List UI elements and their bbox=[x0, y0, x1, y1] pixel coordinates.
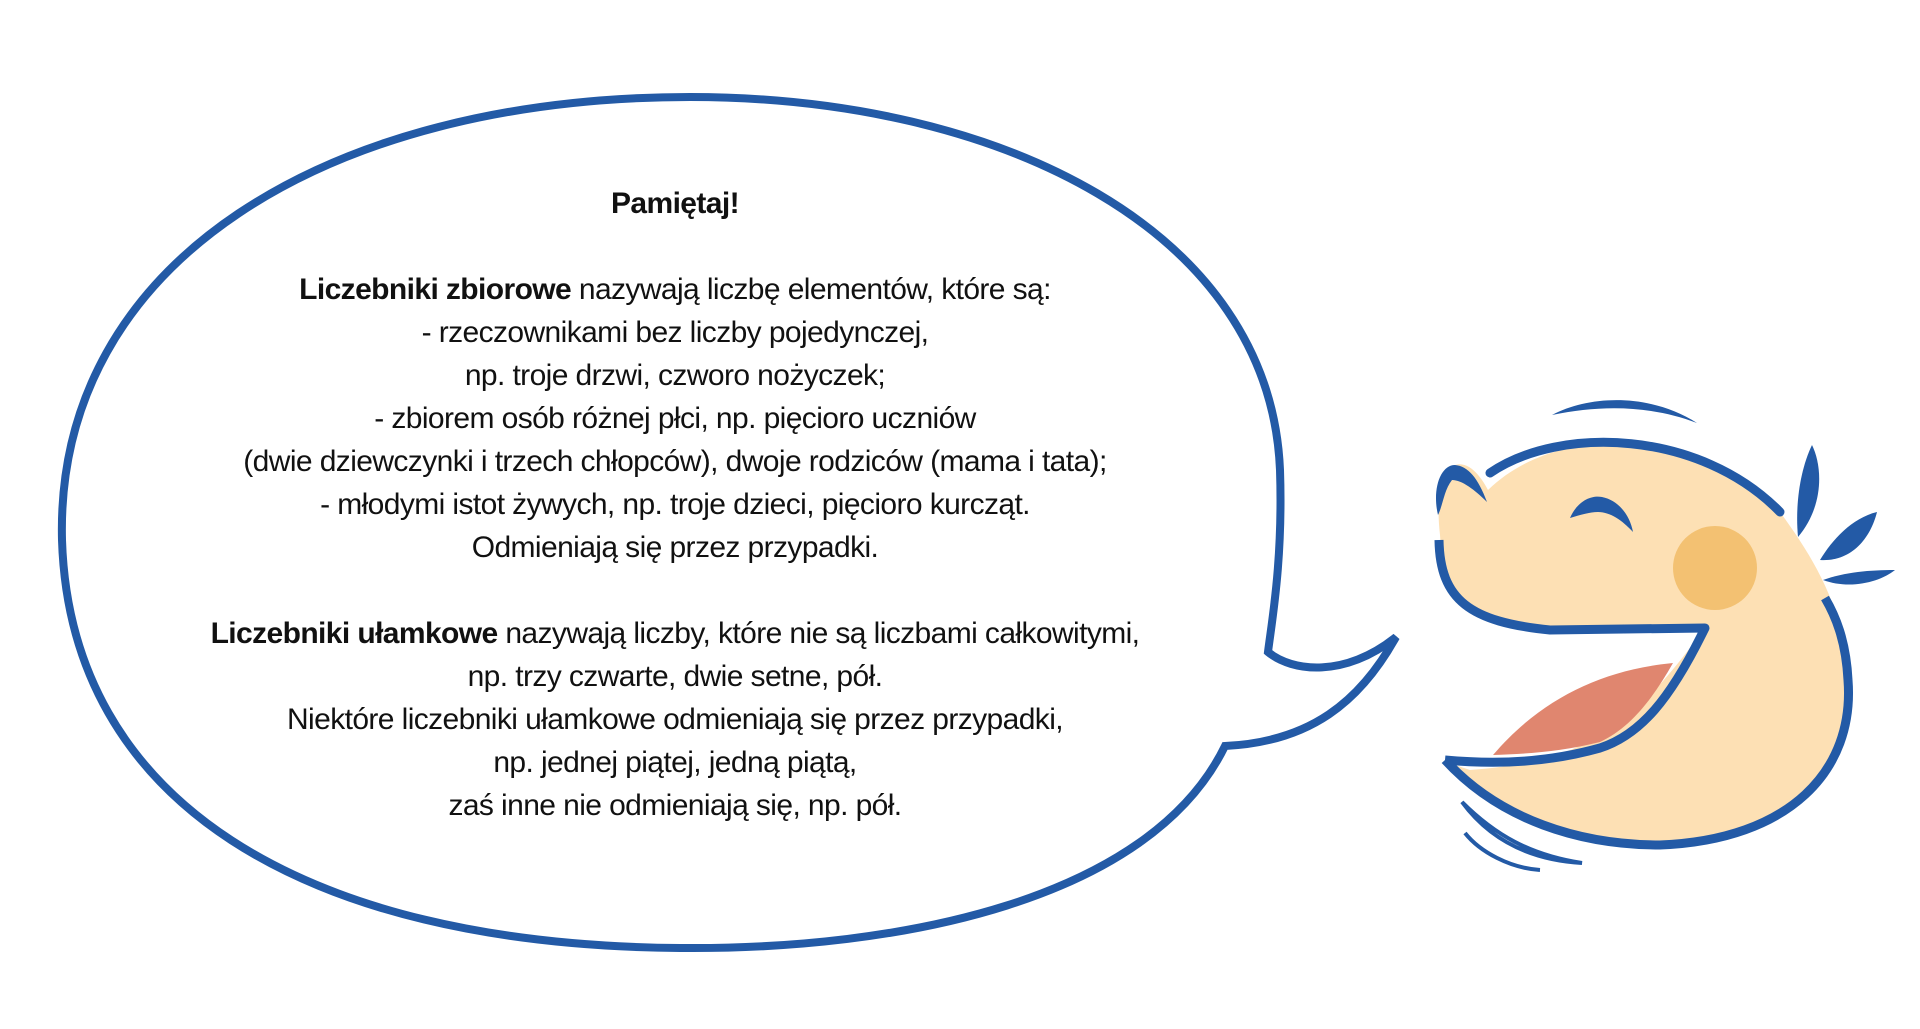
text-line: np. trzy czwarte, dwie setne, pół. bbox=[467, 660, 883, 693]
text-line: np. jednej piątej, jedną piątą, bbox=[493, 746, 857, 779]
fractional-definition bbox=[75, 612, 1275, 655]
leaf-icon bbox=[1820, 512, 1877, 560]
note-text bbox=[75, 182, 1275, 827]
text-line: Niektóre liczebniki ułamkowe odmieniają się przez przypadki, bbox=[286, 703, 1064, 736]
text-line: zaś inne nie odmieniają się, np. pół. bbox=[448, 789, 902, 822]
text-line: - młodymi istot żywych, np. troje dzieci, pięcioro kurcząt. bbox=[320, 488, 1030, 521]
leaf-icon bbox=[1823, 570, 1895, 585]
fractional-intro: nazywają liczby, które nie są liczbami całkowitymi, bbox=[497, 617, 1140, 650]
text-line: Odmieniają się przez przypadki. bbox=[471, 531, 879, 564]
text-line: - rzeczownikami bez liczby pojedynczej, bbox=[421, 316, 929, 349]
motion-line-top-icon bbox=[1552, 400, 1697, 423]
text-line: - zbiorem osób różnej płci, np. pięcioro uczniów bbox=[374, 402, 976, 435]
character-head bbox=[1439, 443, 1849, 845]
note-title: Pamiętaj! bbox=[611, 187, 739, 220]
cheek bbox=[1673, 526, 1757, 610]
text-line: np. troje drzwi, czworo nożyczek; bbox=[464, 359, 886, 392]
text-line: (dwie dziewczynki i trzech chłopców), dwoje rodziców (mama i tata); bbox=[243, 445, 1107, 478]
fractional-term: Liczebniki ułamkowe bbox=[210, 617, 498, 650]
leaf-icon bbox=[1797, 445, 1819, 537]
laughing-character-icon bbox=[1436, 400, 1895, 870]
collective-intro: nazywają liczbę elementów, które są: bbox=[571, 273, 1051, 306]
collective-term: Liczebniki zbiorowe bbox=[299, 273, 572, 306]
collective-definition bbox=[75, 268, 1275, 311]
